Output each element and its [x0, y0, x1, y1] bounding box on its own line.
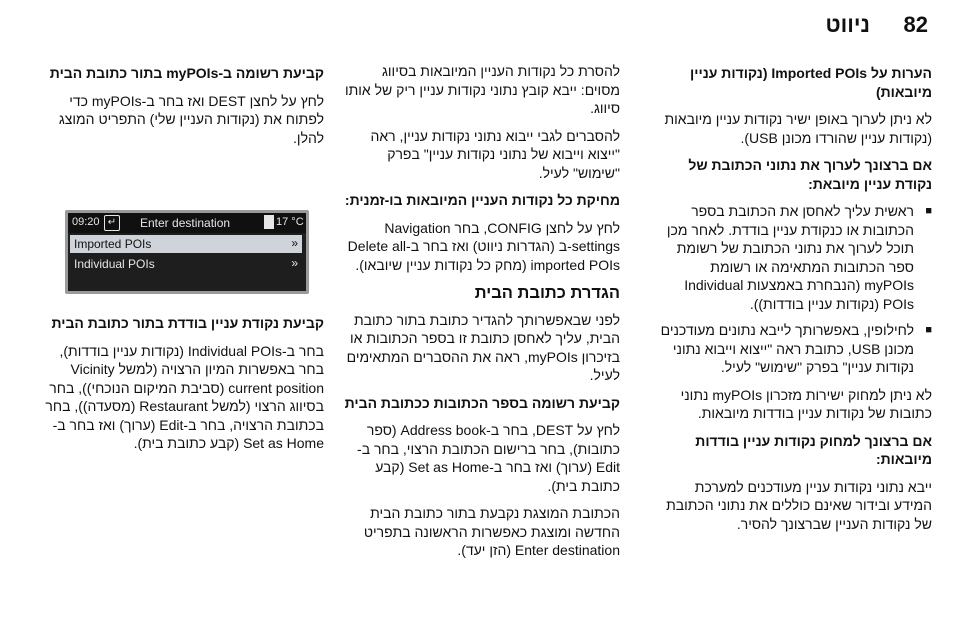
subheading: קביעת רשומה ב-myPOIs בתור כתובת הבית: [49, 65, 324, 81]
left-column-top: [34, 64, 324, 147]
paragraph: לחץ על DEST, בחר ב-Address book (ספר כתובות), בחר ברישום הכתובת הרצוי, בחר ב-Edit (ערוך) ואז בחר ב-Set as Home (קבע כתובת בית).: [357, 422, 620, 494]
left-column-bottom: [34, 314, 324, 453]
navigation-icon: ↵: [104, 215, 120, 231]
screen-status-bar: [68, 213, 306, 233]
right-column: [660, 62, 932, 542]
menu-item-individual-pois[interactable]: [70, 255, 302, 273]
paragraph: בחר ב-Individual POIs (נקודות עניין בודדות), בחר באפשרות המיון הרצויה (למשל Vicinity current position (סביבת המיקום הנוכחי)), בחר בסיווג הרצוי (למשל Restaurant (מסעדה)), בחר בכתובת הרצויה, בחר ב-Edit (ערוך) ואז בחר ב-Set as Home (קבע כתובת בית).: [45, 342, 324, 451]
paragraph: לפני שבאפשרותך להגדיר כתובת בתור כתובת הבית, עליך לאחסן כתובת זו בספר הכתובות או בזיכרון myPOIs, ראה את ההסברים המתאימים לעיל.: [346, 311, 620, 383]
bullet-list: [660, 202, 932, 377]
menu-item-label: Imported POIs: [74, 237, 152, 251]
section-title: ניווט: [825, 12, 870, 37]
menu-item-imported-pois[interactable]: [70, 235, 302, 253]
section-heading: הגדרת כתובת הבית: [474, 284, 620, 302]
subheading: אם ברצונך לערוך את נתוני הכתובת של נקודת עניין מיובאת:: [688, 157, 932, 192]
subheading: קביעת רשומה בספר הכתובות ככתובת הבית: [344, 394, 620, 411]
menu-item-label: Individual POIs: [74, 257, 155, 271]
paragraph: להסברים לגבי ייבוא נתוני נקודות עניין, ראה "ייצוא וייבוא של נתוני נקודות עניין" בפרק "שימוש" לעיל.: [370, 127, 620, 181]
chevron-right-icon: »: [291, 236, 298, 250]
screen-title: Enter destination: [140, 216, 231, 230]
screen-temperature: 17 °C: [276, 216, 304, 228]
paragraph: לחץ על לחצן CONFIG, בחר Navigation settings-ב (הגדרות ניווט) ואז בחר ב-Delete all imported POIs (מחק כל נקודות עניין שיובאו).: [347, 219, 620, 273]
subheading: קביעת נקודת עניין בודדת בתור כתובת הבית: [51, 315, 324, 331]
paragraph: לחץ על לחצן DEST ואז בחר ב-myPOIs כדי לפתוח את (נקודות העניין שלי) התפריט המוצג להלן.: [58, 92, 324, 146]
paragraph: לא ניתן לערוך באופן ישיר נקודות עניין מיובאות (נקודות עניין שהורדו מכונן USB).: [664, 111, 932, 146]
chevron-right-icon: »: [291, 256, 298, 270]
page-header: [0, 0, 960, 50]
middle-column: [344, 62, 620, 569]
display-screenshot: [65, 210, 309, 294]
subheading: מחיקת כל נקודות העניין המיובאות בו-זמנית:: [344, 192, 620, 208]
fuel-icon: [264, 215, 274, 229]
subheading: אם ברצונך למחוק נקודות עניין בודדות מיובאות:: [695, 432, 932, 467]
paragraph: לא ניתן למחוק ישירות מזכרון myPOIs נתוני כתובות של נקודות עניין בודדות מיובאות.: [680, 386, 932, 421]
bullet-item: ■ לחילופין, באפשרותך לייבא נתונים מעודכנים מכונן USB, כתובת ראה "ייצוא וייבוא נתוני נקודות עניין" בפרק "שימוש" לעיל.: [660, 321, 914, 377]
paragraph: להסרת כל נקודות העניין המיובאות בסיווג מסוים: ייבא קובץ נתוני נקודות עניין ריק של אותו סיווג.: [344, 63, 620, 116]
subheading: הערות על Imported POIs (נקודות עניין מיובאות): [690, 65, 932, 100]
paragraph: הכתובת המוצגת נקבעת בתור כתובת הבית החדשה ומוצגת כאפשרות הראשונה בתפריט Enter destination (הזן יעד).: [363, 505, 620, 558]
paragraph: ייבא נתוני נקודות עניין מעודכנים למערכת המידע ובידור שאינם כוללים את נתוני הכתובת של נקודות העניין שברצונך להסיר.: [666, 478, 932, 532]
page-number: 82: [903, 12, 928, 37]
screen-time: 09:20: [72, 216, 100, 228]
bullet-item: ■ ראשית עליך לאחסן את הכתובת בספר הכתובות או כנקודת עניין בודדת. לאחר מכן תוכל לערוך את נתוני הכתובת של רשומת ספר הכתובות המתאימה או רשומת myPOIs (הנבחרת באמצעות Individual POIs (נקודות עניין בודדות)).: [660, 202, 914, 313]
